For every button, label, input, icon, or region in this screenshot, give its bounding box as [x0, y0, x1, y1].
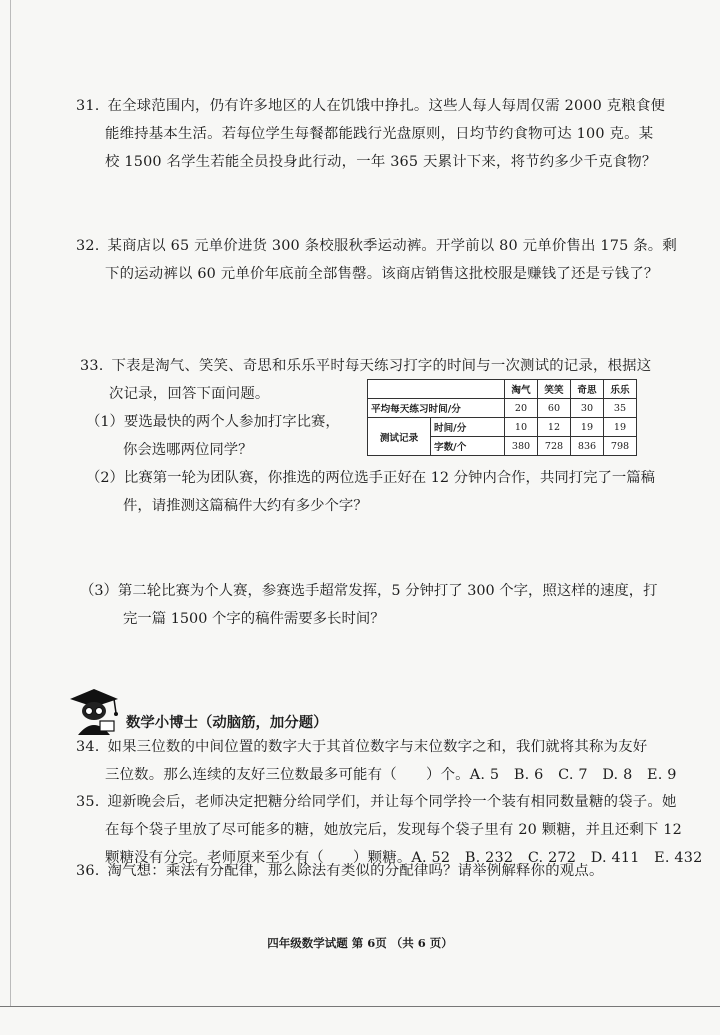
- question-33-part-1: [86, 408, 340, 464]
- table-row-label: 时间/分: [431, 418, 505, 437]
- question-text-line: 在全球范围内，仍有许多地区的人在饥饿中挣扎。这些人每人每周仅需 2000 克粮食便: [107, 98, 666, 114]
- table-cell: 20: [505, 399, 538, 418]
- question-text-line: 三位数。那么连续的友好三位数最多可能有（ ）个。A. 5 B. 6 C. 7 D. 8 E. 9: [105, 767, 677, 783]
- question-number: 33.: [80, 358, 104, 374]
- question-number: 31.: [76, 98, 100, 114]
- question-text-line: 能维持基本生活。若每位学生每餐都能践行光盘原则，日均节约食物可达 100 克。某: [105, 126, 654, 142]
- table-cell: 19: [571, 418, 604, 437]
- question-text-line: 迎新晚会后，老师决定把糖分给同学们，并让每个同学拎一个装有相同数量糖的袋子。她: [107, 794, 677, 810]
- table-group-label: 测试记录: [368, 418, 431, 456]
- sub-question-text: （3）第二轮比赛为个人赛，参赛选手超常发挥，5 分钟打了 300 个字，照这样的速度，打: [80, 583, 658, 599]
- table-cell: 12: [538, 418, 571, 437]
- page-bottom-edge: [0, 1006, 720, 1007]
- question-text-line: 校 1500 名学生若能全员投身此行动，一年 365 天累计下来，将节约多少千克食物？: [105, 154, 657, 170]
- table-header-row: [368, 380, 637, 399]
- question-number: 35.: [76, 794, 100, 810]
- page-footer: 四年级数学试题 第 6页 （共 6 页）: [267, 936, 453, 950]
- question-32: [76, 232, 677, 288]
- table-cell: 380: [505, 437, 538, 456]
- question-text-line: 次记录，回答下面问题。: [109, 386, 270, 402]
- question-text-line: 如果三位数的中间位置的数字大于其首位数字与末位数字之和，我们就将其称为友好: [107, 739, 648, 755]
- table-cell: 60: [538, 399, 571, 418]
- question-text-line: 颗糖没有分完。老师原来至少有（ ）颗糖。A. 52 B. 232 C. 272 D. 411 E. 432: [105, 850, 703, 866]
- table-cell: 30: [571, 399, 604, 418]
- question-33-part-2: [86, 464, 655, 520]
- question-number: 34.: [76, 739, 100, 755]
- question-number: 36.: [76, 863, 100, 879]
- table-row: [368, 418, 637, 437]
- page-margin-line: [10, 0, 11, 1006]
- table-header-cell: 淘气: [505, 380, 538, 399]
- question-text-line: 某商店以 65 元单价进货 300 条校服秋季运动裤。开学前以 80 元单价售出 175 条。剩: [107, 238, 677, 254]
- question-36: [76, 857, 604, 885]
- sub-question-text: （2）比赛第一轮为团队赛，你推选的两位选手正好在 12 分钟内合作，共同打完了一篇稿: [86, 470, 656, 486]
- question-number: 32.: [76, 238, 100, 254]
- question-text-line: 下的运动裤以 60 元单价年底前全部售罄。该商店销售这批校服是赚钱了还是亏钱了？: [105, 266, 659, 282]
- question-text-line: 淘气想：乘法有分配律，那么除法有类似的分配律吗？请举例解释你的观点。: [107, 863, 604, 879]
- table-cell: 35: [604, 399, 637, 418]
- table-cell: 10: [505, 418, 538, 437]
- sub-question-text: （1）要选最快的两个人参加打字比赛，: [86, 414, 340, 430]
- table-cell: 728: [538, 437, 571, 456]
- sub-question-text: 完一篇 1500 个字的稿件需要多长时间？: [123, 611, 385, 627]
- table-cell: 836: [571, 437, 604, 456]
- bonus-section-title: 数学小博士（动脑筋，加分题）: [126, 714, 328, 731]
- typing-record-table: [367, 379, 637, 456]
- question-34: [76, 733, 677, 789]
- question-text-line: 下表是淘气、笑笑、奇思和乐乐平时每天练习打字的时间与一次测试的记录，根据这: [111, 358, 652, 374]
- table-header-cell: 乐乐: [604, 380, 637, 399]
- table-row: [368, 399, 637, 418]
- sub-question-text: 你会选哪两位同学？: [123, 442, 253, 458]
- sub-question-text: 件，请推测这篇稿件大约有多少个字？: [123, 498, 368, 514]
- table-cell: 798: [604, 437, 637, 456]
- table-cell: 19: [604, 418, 637, 437]
- table-header-cell: 奇思: [571, 380, 604, 399]
- table-row-label: 字数/个: [431, 437, 505, 456]
- table-corner-cell: [368, 380, 505, 399]
- table-row-label: 平均每天练习时间/分: [368, 399, 505, 418]
- table-header-cell: 笑笑: [538, 380, 571, 399]
- question-text-line: 在每个袋子里放了尽可能多的糖，她放完后，发现每个袋子里有 20 颗糖，并且还剩下 12: [105, 822, 683, 838]
- question-33-part-3: [80, 577, 658, 633]
- question-31: [76, 92, 665, 176]
